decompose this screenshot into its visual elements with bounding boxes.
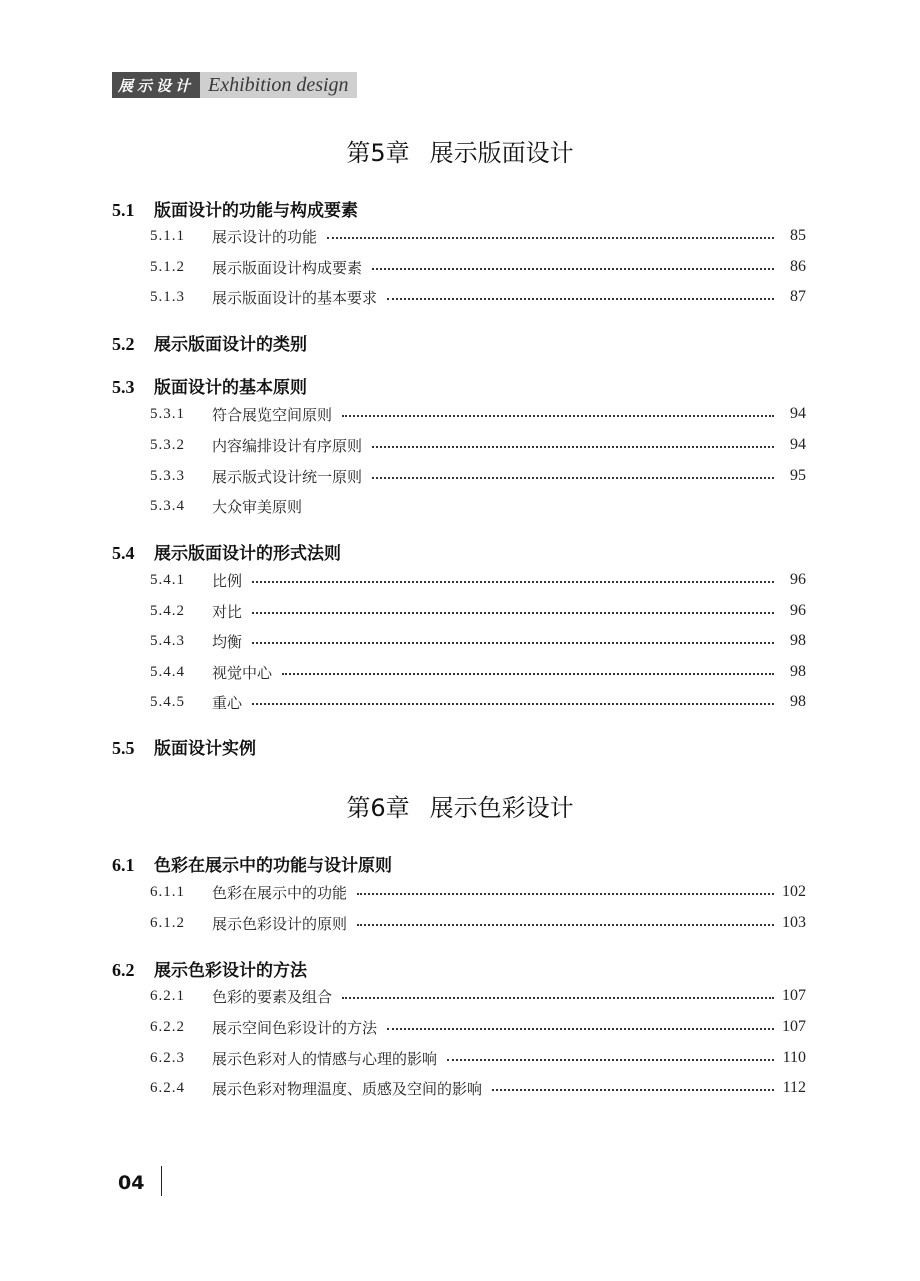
section-title: 展示版面设计的类别	[154, 335, 307, 355]
toc-entry[interactable]	[150, 911, 806, 935]
toc-entry[interactable]	[150, 1046, 806, 1070]
dot-leader	[282, 673, 774, 675]
entry-page-number: 107	[782, 987, 806, 1004]
entry-page-number: 94	[790, 436, 806, 453]
entry-number: 5.4.5	[150, 693, 185, 710]
chapter-title: 展示版面设计	[429, 139, 574, 167]
toc-entry[interactable]	[150, 494, 806, 518]
entry-number: 6.2.2	[150, 1018, 185, 1035]
entry-title: 对比	[212, 602, 243, 621]
dot-leader	[252, 612, 774, 614]
entry-page-number: 98	[790, 663, 806, 680]
entry-number: 6.2.3	[150, 1049, 185, 1066]
toc-entry[interactable]	[150, 433, 806, 457]
section-number: 5.5	[112, 738, 135, 758]
section-heading[interactable]	[112, 196, 358, 221]
dot-leader	[252, 703, 774, 705]
entry-number: 5.4.4	[150, 663, 185, 680]
entry-number: 5.3.1	[150, 405, 185, 422]
chapter-number: 第6章	[346, 794, 410, 822]
entry-title: 符合展览空间原则	[212, 405, 333, 424]
chapter-heading	[0, 788, 920, 823]
entry-number: 5.4.3	[150, 632, 185, 649]
dot-leader	[372, 268, 774, 270]
section-heading[interactable]	[112, 330, 307, 355]
dot-leader	[447, 1059, 774, 1061]
section-heading[interactable]	[112, 956, 307, 981]
toc-entry[interactable]	[150, 224, 806, 248]
entry-title: 展示色彩设计的原则	[212, 914, 348, 933]
entry-page-number: 98	[790, 693, 806, 710]
toc-entry[interactable]	[150, 599, 806, 623]
entry-page-number: 102	[782, 883, 806, 900]
entry-title: 展示空间色彩设计的方法	[212, 1018, 378, 1037]
toc-entry[interactable]	[150, 568, 806, 592]
entry-page-number: 98	[790, 632, 806, 649]
entry-title: 大众审美原则	[212, 497, 303, 516]
section-heading[interactable]	[112, 373, 307, 398]
dot-leader	[357, 893, 774, 895]
section-number: 5.2	[112, 334, 135, 354]
entry-number: 5.3.3	[150, 467, 185, 484]
dot-leader	[387, 1028, 774, 1030]
entry-title: 色彩在展示中的功能	[212, 883, 348, 902]
section-number: 5.1	[112, 200, 135, 220]
section-title: 版面设计实例	[154, 739, 256, 759]
entry-number: 6.1.2	[150, 914, 185, 931]
section-heading[interactable]	[112, 851, 392, 876]
running-header	[112, 72, 350, 98]
section-title: 展示版面设计的形式法则	[154, 544, 341, 564]
toc-entry[interactable]	[150, 629, 806, 653]
dot-leader	[342, 997, 774, 999]
entry-page-number: 94	[790, 405, 806, 422]
entry-title: 重心	[212, 693, 243, 712]
section-heading[interactable]	[112, 539, 341, 564]
entry-title: 展示版面设计的基本要求	[212, 288, 378, 307]
entry-number: 5.1.1	[150, 227, 185, 244]
running-header-chinese: 展示设计	[112, 72, 200, 98]
entry-title: 视觉中心	[212, 663, 273, 682]
toc-entry[interactable]	[150, 285, 806, 309]
dot-leader	[357, 924, 774, 926]
toc-entry[interactable]	[150, 1076, 806, 1100]
entry-number: 5.4.2	[150, 602, 185, 619]
toc-entry[interactable]	[150, 464, 806, 488]
entry-number: 6.1.1	[150, 883, 185, 900]
entry-page-number: 85	[790, 227, 806, 244]
section-title: 版面设计的功能与构成要素	[154, 201, 358, 221]
entry-page-number: 86	[790, 258, 806, 275]
entry-title: 展示色彩对物理温度、质感及空间的影响	[212, 1079, 483, 1098]
section-number: 5.4	[112, 543, 135, 563]
section-number: 6.1	[112, 855, 135, 875]
entry-number: 5.1.2	[150, 258, 185, 275]
toc-entry[interactable]	[150, 690, 806, 714]
toc-entry[interactable]	[150, 880, 806, 904]
entry-title: 内容编排设计有序原则	[212, 436, 363, 455]
dot-leader	[372, 477, 774, 479]
toc-entry[interactable]	[150, 402, 806, 426]
entry-page-number: 96	[790, 602, 806, 619]
entry-title: 展示设计的功能	[212, 227, 318, 246]
dot-leader	[252, 581, 774, 583]
entry-title: 色彩的要素及组合	[212, 987, 333, 1006]
entry-number: 5.3.4	[150, 497, 185, 514]
dot-leader	[342, 415, 774, 417]
page-number: 04	[118, 1172, 145, 1194]
entry-number: 6.2.4	[150, 1079, 185, 1096]
dot-leader	[327, 237, 774, 239]
toc-entry[interactable]	[150, 660, 806, 684]
entry-title: 均衡	[212, 632, 243, 651]
toc-entry[interactable]	[150, 1015, 806, 1039]
entry-title: 展示版式设计统一原则	[212, 467, 363, 486]
section-number: 5.3	[112, 377, 135, 397]
entry-title: 展示色彩对人的情感与心理的影响	[212, 1049, 438, 1068]
chapter-title: 展示色彩设计	[429, 794, 574, 822]
entry-page-number: 96	[790, 571, 806, 588]
toc-entry[interactable]	[150, 255, 806, 279]
entry-number: 5.1.3	[150, 288, 185, 305]
section-title: 色彩在展示中的功能与设计原则	[154, 856, 392, 876]
entry-page-number: 107	[782, 1018, 806, 1035]
dot-leader	[372, 446, 774, 448]
entry-page-number: 95	[790, 467, 806, 484]
page-number-divider	[161, 1166, 162, 1196]
section-title: 版面设计的基本原则	[154, 378, 307, 398]
toc-entry[interactable]	[150, 984, 806, 1008]
entry-number: 5.4.1	[150, 571, 185, 588]
section-number: 6.2	[112, 960, 135, 980]
chapter-heading	[0, 133, 920, 168]
entry-number: 5.3.2	[150, 436, 185, 453]
entry-page-number: 103	[782, 914, 806, 931]
entry-page-number: 112	[782, 1079, 806, 1096]
running-header-english: Exhibition design	[200, 72, 357, 98]
chapter-number: 第5章	[346, 139, 410, 167]
dot-leader	[252, 642, 774, 644]
section-title: 展示色彩设计的方法	[154, 961, 307, 981]
entry-page-number: 87	[790, 288, 806, 305]
entry-title: 展示版面设计构成要素	[212, 258, 363, 277]
entry-title: 比例	[212, 571, 243, 590]
section-heading[interactable]	[112, 734, 256, 759]
dot-leader	[492, 1089, 774, 1091]
entry-number: 6.2.1	[150, 987, 185, 1004]
dot-leader	[387, 298, 774, 300]
entry-page-number: 110	[782, 1049, 806, 1066]
